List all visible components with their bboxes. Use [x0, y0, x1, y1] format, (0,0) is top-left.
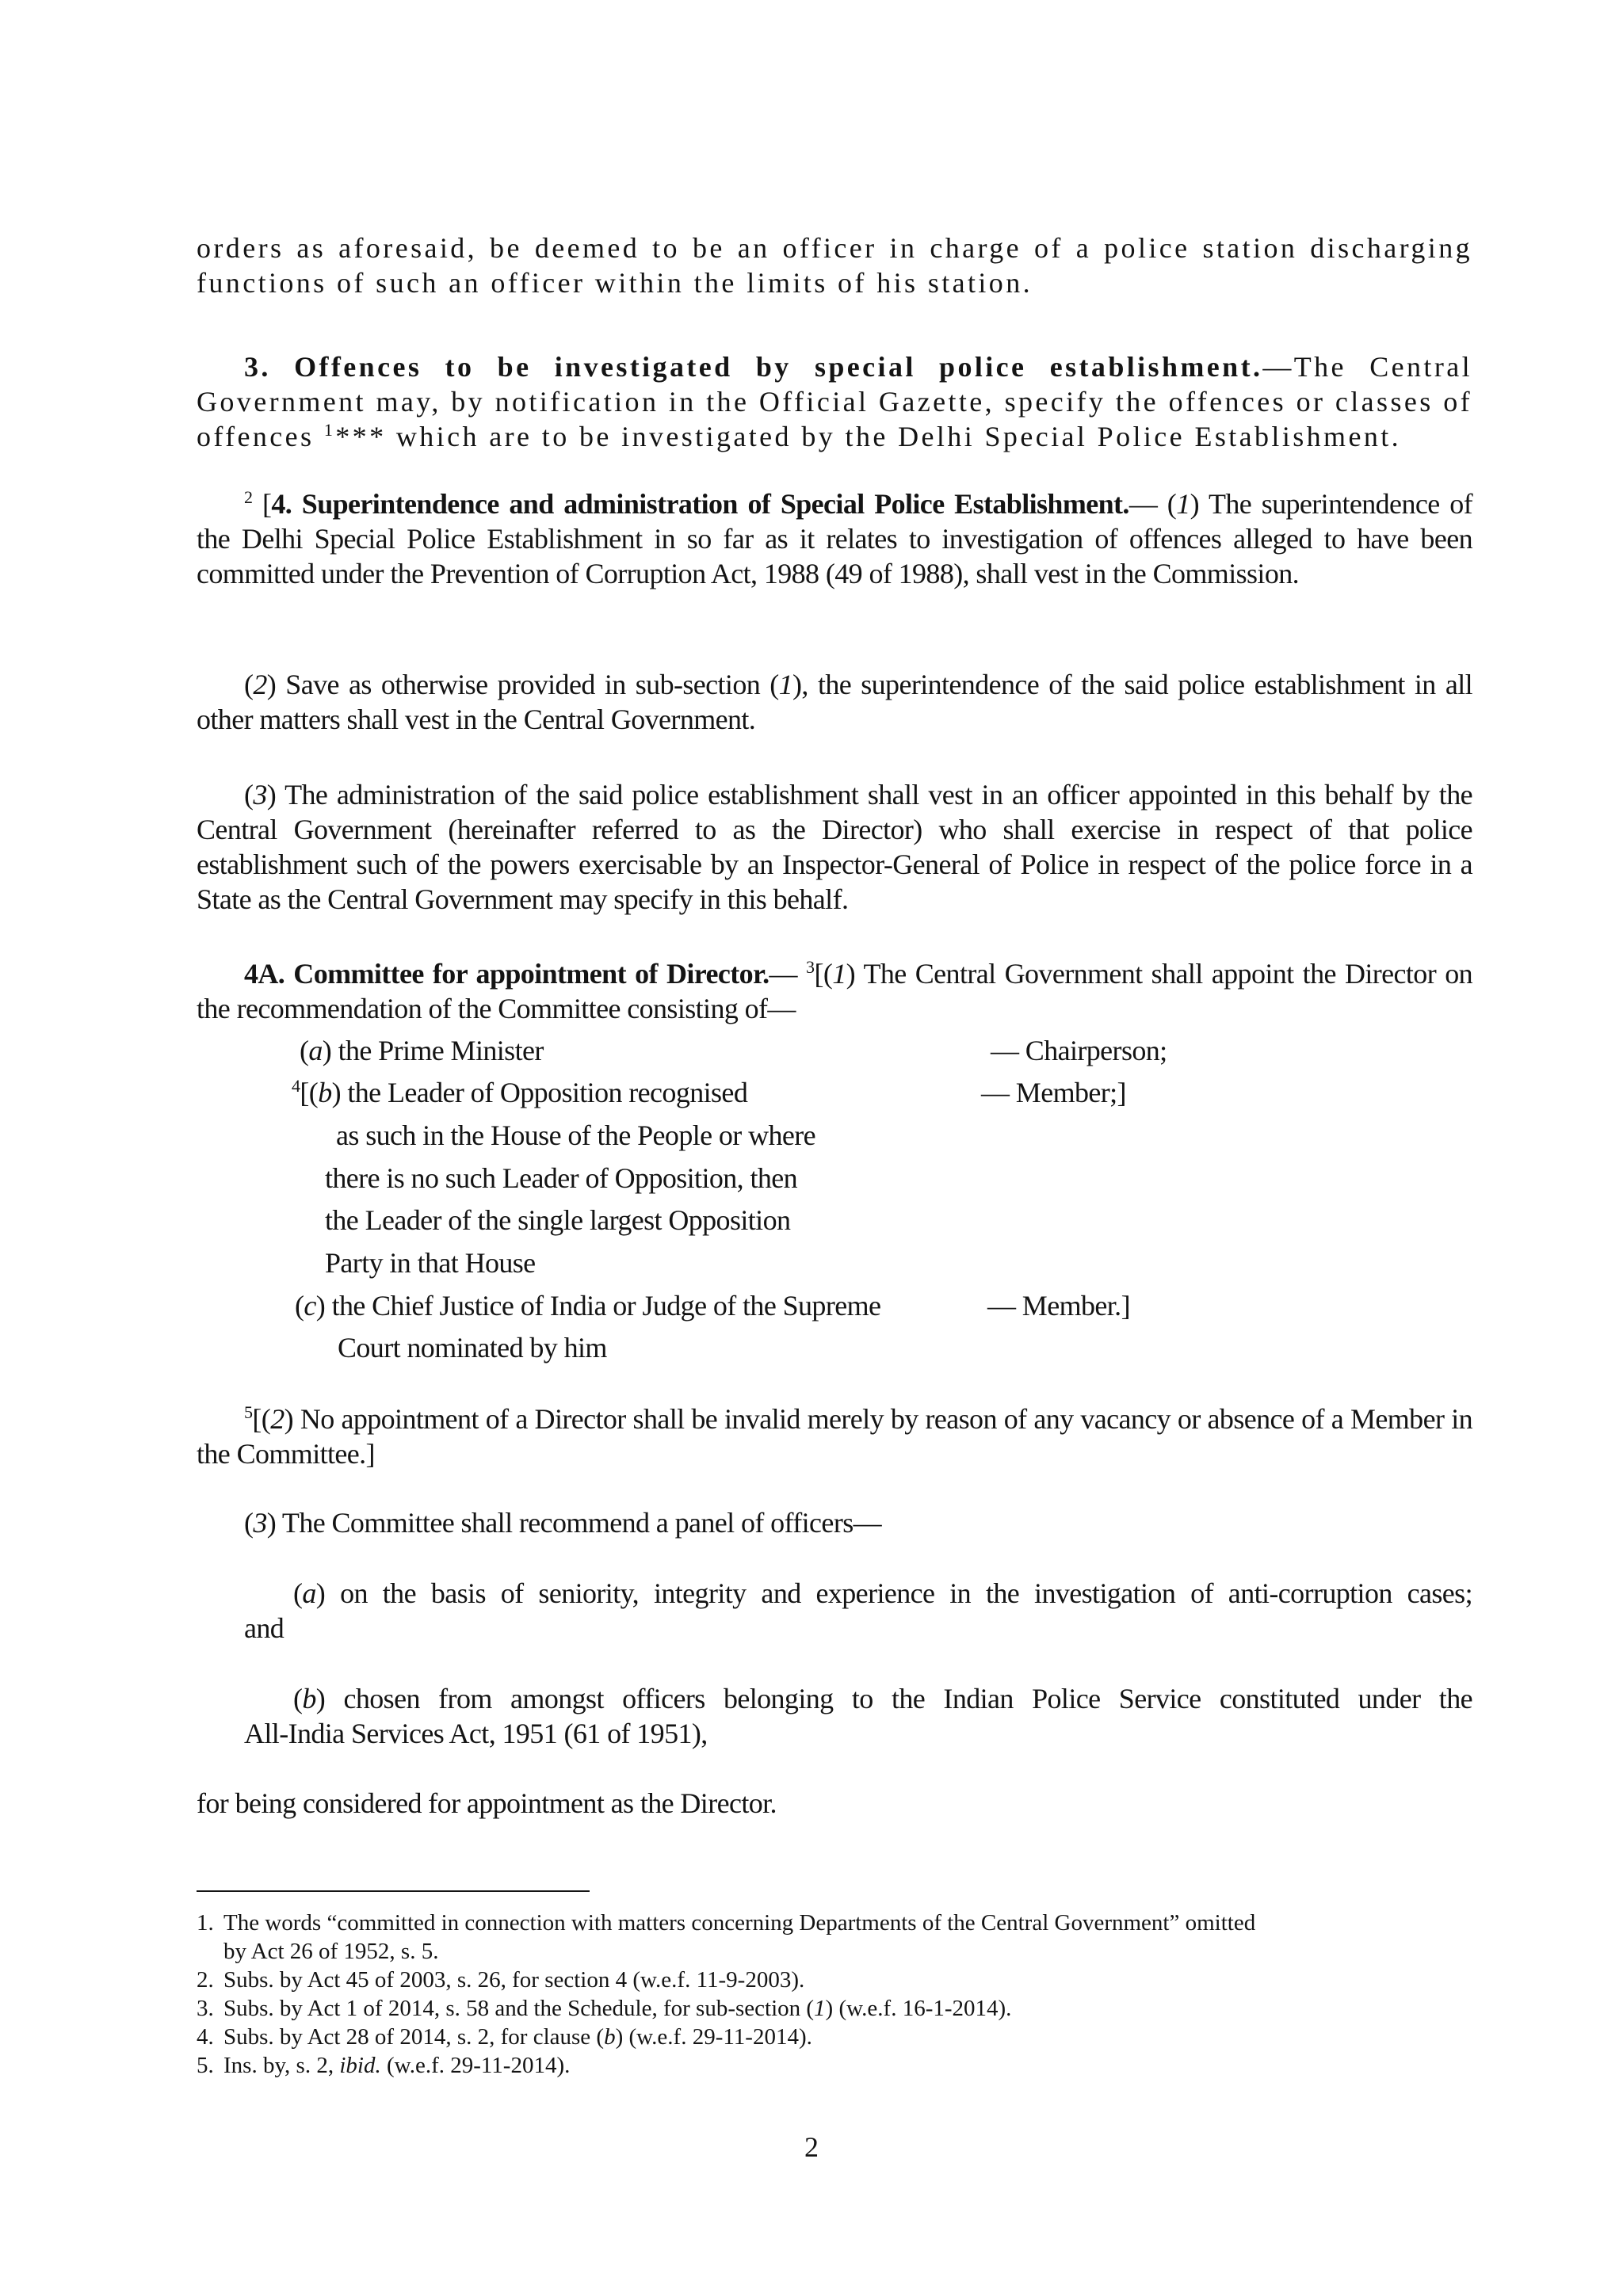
committee-item-b — [292, 1075, 747, 1110]
section-4a-sub3-number: 3 — [253, 1507, 267, 1539]
section-4-sub1-number: 1 — [1176, 488, 1190, 520]
item-c-line-1: ) the Chief Justice of India or Judge of the Supreme — [315, 1290, 881, 1322]
clause-b-text: ) chosen from amongst officers belonging to the Indian Police Service constituted under the — [315, 1683, 1472, 1714]
section-3-text-b: *** which are to be investigated by the Delhi Special Police Establishment. — [335, 421, 1402, 452]
clause-b-open: ( — [293, 1683, 303, 1714]
clause-a-text: ) on the basis of seniority, integrity and experience in the investigation of anti-corruption cases; — [315, 1577, 1472, 1609]
clause-a-line-1 — [244, 1576, 1472, 1611]
footnote-2 — [197, 1966, 1480, 1994]
item-a-text: ) the Prime Minister — [322, 1035, 544, 1066]
footnote-5-text-a: Ins. by, s. 2, — [223, 2053, 340, 2078]
footnote-3-number: 3. — [197, 1996, 214, 2021]
footnote-5 — [197, 2051, 1480, 2080]
section-4-sub2-text-a: ) Save as otherwise provided in sub-section ( — [266, 669, 779, 700]
section-4-bracket: [ — [252, 488, 272, 520]
footnote-separator — [197, 1890, 590, 1892]
section-4-paragraph — [197, 486, 1472, 591]
section-4a-sub1-open: [( — [814, 958, 833, 990]
section-4a-sub2-paragraph — [197, 1402, 1472, 1471]
item-a-letter: a — [308, 1035, 323, 1066]
section-4a-sub1-text: ) The Central Government shall appoint the Director on the recommendation of the Committee consisting of— — [197, 958, 1472, 1024]
footnote-ref-3: 3 — [806, 957, 815, 977]
section-4a-dash: — — [769, 958, 807, 990]
footnote-5-italic: ibid. — [339, 2053, 381, 2078]
section-4a-sub2-number: 2 — [270, 1403, 285, 1435]
section-3-paragraph — [197, 349, 1472, 454]
section-4-sub3-open: ( — [244, 779, 254, 810]
committee-item-b-role: — Member;] — [981, 1077, 1126, 1108]
section-4-dash: — ( — [1128, 488, 1177, 520]
section-4a-closing: for being considered for appointment as the Director. — [197, 1787, 777, 1819]
clause-a-line-2: and — [244, 1612, 285, 1644]
footnote-3-text-a: Subs. by Act 1 of 2014, s. 58 and the Schedule, for sub-section ( — [223, 1996, 815, 2021]
footnote-ref-4: 4 — [292, 1076, 300, 1096]
section-3-heading: 3. Offences to be investigated by special police establishment. — [244, 351, 1263, 383]
clause-b-line-2: All-India Services Act, 1951 (61 of 1951), — [244, 1718, 708, 1749]
clause-b-line-1 — [244, 1681, 1472, 1716]
item-b-line-3: there is no such Leader of Opposition, then — [325, 1162, 798, 1194]
clause-a-open: ( — [293, 1577, 303, 1609]
continuation-line-1: orders as aforesaid, be deemed to be an officer in charge of a police station discharging — [197, 232, 1472, 264]
footnote-1-text: The words “committed in connection with matters concerning Departments of the Central Government” omitted — [223, 1910, 1256, 1936]
clause-a-letter: a — [302, 1577, 316, 1609]
section-4-sub1-text: ) The superintendence of the Delhi Special Police Establishment in so far as it relates to investigation of offences alleged to have been committed under the Prevention of Corruption Act, 1988 (49 of 1988), shall vest in the Commission. — [197, 488, 1472, 589]
section-4a-paragraph — [197, 956, 1472, 1026]
footnote-4 — [197, 2023, 1480, 2051]
item-b-line-4: the Leader of the single largest Opposition — [325, 1204, 791, 1236]
section-4a-sub2-open: [( — [252, 1403, 271, 1435]
footnote-4-italic: b — [604, 2024, 616, 2050]
footnote-3-italic: 1 — [814, 1996, 826, 2021]
page-number: 2 — [804, 2131, 819, 2163]
section-4a-sub3-open: ( — [244, 1507, 254, 1539]
clause-b-letter: b — [302, 1683, 316, 1714]
section-4a-sub3-paragraph — [197, 1505, 1472, 1540]
committee-item-a — [300, 1033, 544, 1068]
item-b-letter: b — [318, 1077, 332, 1108]
section-4-sub2-text-b: ), the superintendence of the said police establishment in all other matters shall vest in the Central Government. — [197, 669, 1472, 735]
section-4-sub2-ref: 1 — [778, 669, 793, 700]
item-b-line-1: ) the Leader of Opposition recognised — [331, 1077, 748, 1108]
section-4-sub2-paragraph — [197, 667, 1472, 737]
section-4-sub2-number: 2 — [253, 669, 267, 700]
item-c-line-2: Court nominated by him — [338, 1332, 607, 1363]
section-4-sub3-text: ) The administration of the said police establishment shall vest in an officer appointed in this behalf by the Central Government (hereinafter referred to as the Director) who shall exercise in respect of that police establishment such of the powers exercisable by an Inspector-General of Police in respect of the police force in a State as the Central Government may specify in this behalf. — [197, 779, 1472, 915]
continuation-line-2: functions of such an officer within the limits of his station. — [197, 267, 1033, 299]
item-b-line-2: as such in the House of the People or where — [336, 1119, 816, 1151]
footnote-1 — [197, 1909, 1480, 1966]
footnote-5-number: 5. — [197, 2053, 214, 2078]
section-4a-sub1-number: 1 — [832, 958, 846, 990]
footnote-1-number: 1. — [197, 1910, 214, 1936]
section-4-heading: 4. Superintendence and administration of Special Police Establishment. — [271, 488, 1129, 520]
footnote-2-text: Subs. by Act 45 of 2003, s. 26, for section 4 (w.e.f. 11-9-2003). — [223, 1967, 805, 1993]
footnote-3 — [197, 1994, 1480, 2023]
footnote-1-continuation: by Act 26 of 1952, s. 5. — [223, 1939, 439, 1964]
section-4-sub3-paragraph — [197, 777, 1472, 917]
committee-item-c-role: — Member.] — [987, 1290, 1130, 1322]
footnote-5-text-b: (w.e.f. 29-11-2014). — [380, 2053, 571, 2078]
section-3-text-a: —The Central Government may, by notification in the Official Gazette, specify the offences or classes of offences — [197, 351, 1472, 452]
footnote-4-number: 4. — [197, 2024, 214, 2050]
item-c-letter: c — [304, 1290, 316, 1322]
footnote-ref-5: 5 — [244, 1402, 253, 1422]
item-b-line-5: Party in that House — [325, 1247, 536, 1279]
footnote-4-text-a: Subs. by Act 28 of 2014, s. 2, for clause ( — [223, 2024, 605, 2050]
footnote-ref-1: 1 — [323, 420, 336, 440]
section-4a-sub2-text: ) No appointment of a Director shall be invalid merely by reason of any vacancy or absence of a Member in the Committee.] — [197, 1403, 1472, 1470]
section-4-sub2-open: ( — [244, 669, 254, 700]
section-4a-heading: 4A. Committee for appointment of Director. — [244, 958, 769, 990]
item-a-open: ( — [300, 1035, 309, 1066]
item-c-open: ( — [295, 1290, 304, 1322]
footnote-ref-2: 2 — [244, 487, 253, 507]
footnote-3-text-b: ) (w.e.f. 16-1-2014). — [825, 1996, 1012, 2021]
committee-item-c — [295, 1288, 880, 1323]
committee-item-a-role: — Chairperson; — [991, 1035, 1167, 1066]
item-b-open: [( — [300, 1077, 319, 1108]
footnote-4-text-b: ) (w.e.f. 29-11-2014). — [615, 2024, 812, 2050]
section-4-sub3-number: 3 — [253, 779, 267, 810]
footnote-2-number: 2. — [197, 1967, 214, 1993]
section-4a-sub3-text: ) The Committee shall recommend a panel of officers— — [266, 1507, 882, 1539]
